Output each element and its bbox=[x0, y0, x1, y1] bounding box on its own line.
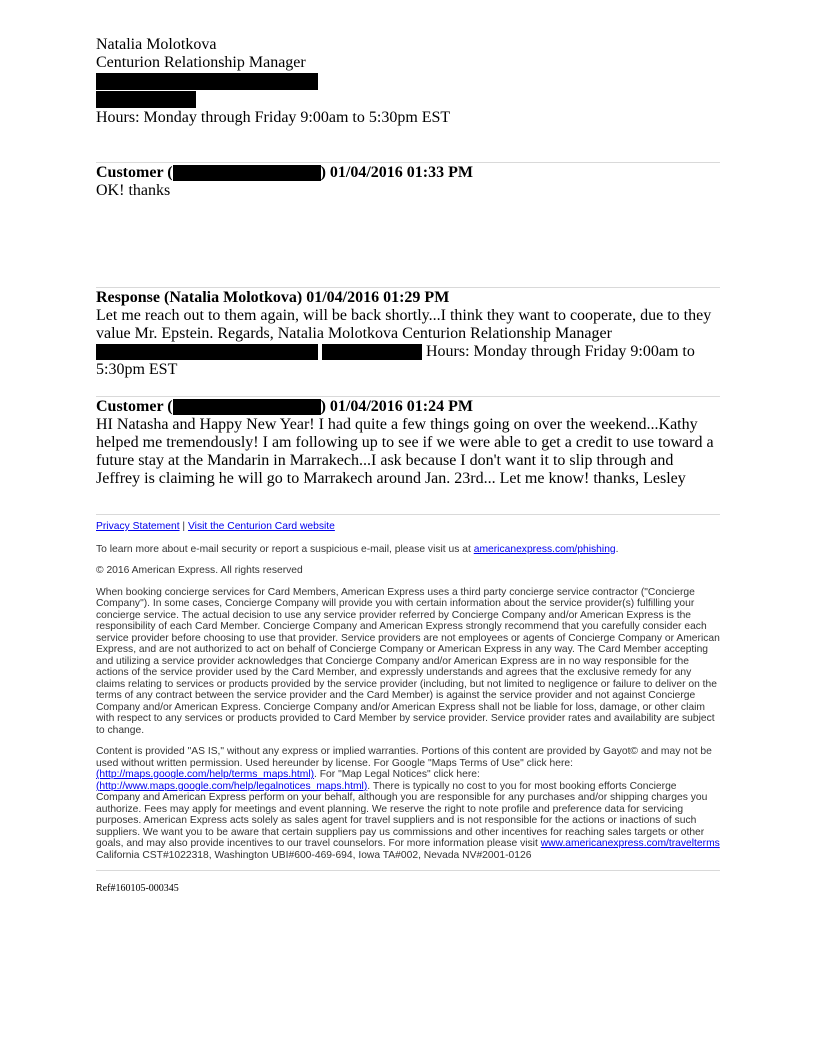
signature-title: Centurion Relationship Manager bbox=[96, 54, 306, 71]
email-footer bbox=[96, 514, 720, 894]
redacted-phone bbox=[96, 73, 318, 90]
signature-hours: Hours: Monday through Friday 9:00am to 5:30pm EST bbox=[96, 109, 451, 126]
privacy-statement-link[interactable]: Privacy Statement bbox=[96, 521, 180, 532]
centurion-card-link[interactable]: Visit the Centurion Card website bbox=[187, 521, 335, 532]
message-timestamp: ) 01/04/2016 01:24 PM bbox=[320, 398, 473, 415]
message-body: OK! thanks bbox=[96, 182, 171, 199]
message-body: Let me reach out to them again, will be back shortly...I think they want to cooperate, due to they value Mr. Epstein. Regards, Natalia Molotkova Centurion Relationship Manager Hours: Monday through Friday 9:00am to 5:30pm EST bbox=[96, 307, 712, 378]
signature-name: Natalia Molotkova bbox=[96, 36, 217, 53]
message-response bbox=[96, 287, 720, 379]
phishing-link[interactable]: americanexpress.com/phishing bbox=[473, 543, 616, 555]
redacted-extension bbox=[322, 344, 422, 360]
redacted-extension bbox=[96, 91, 196, 108]
redacted-phone bbox=[96, 344, 318, 360]
maps-terms-link[interactable]: (http://maps.google.com/help/terms_maps.html) bbox=[96, 769, 315, 780]
message-timestamp: ) 01/04/2016 01:33 PM bbox=[320, 164, 473, 181]
message-customer-2 bbox=[96, 396, 720, 488]
message-separator bbox=[96, 287, 720, 288]
reference-number: Ref#160105-000345 bbox=[96, 883, 179, 894]
message-sender-label: Customer ( bbox=[96, 164, 173, 181]
message-sender-label: Customer ( bbox=[96, 398, 173, 415]
message-header bbox=[96, 398, 720, 416]
redacted-customer-name bbox=[173, 399, 321, 415]
content-disclaimer: Content is provided "AS IS," without any express or implied warranties. Portions of this content are provided by Gayot© and may not be used without written permission. Used hereunder by license. For Google "Maps Terms of Use" click here: (http://maps.google.com/help/terms_maps.html). For "Map Legal Notices" click here: (http://www.maps.google.com/help/legalnotices_maps.html). There is typically no cost to you for most booking efforts Concierge Company and American Express perform on your behalf, although you are responsible for any purchases and/or shipping charges you authorize. Fees may apply for meetings and event planning. We reserve the right to note profile and preference data for servicing purposes. American Express acts solely as sales agent for travel suppliers and is not responsible for the actions or inactions of such suppliers. We want you to be aware that certain suppliers pay us commissions and other incentives for reaching sales targets or other goals, and may also provide incentives to our travel counselors. For more information please visit www.americanexpress.com/travelterms California CST#1022318, Washington UBI#600-469-694, Iowa TA#002, Nevada NV#2001-0126 bbox=[96, 746, 720, 861]
message-customer-1 bbox=[96, 162, 720, 200]
maps-legal-link[interactable]: (http://www.maps.google.com/help/legalnotices_maps.html) bbox=[96, 780, 368, 792]
travelterms-link[interactable]: www.americanexpress.com/travelterms bbox=[540, 838, 720, 849]
copyright: © 2016 American Express. All rights reserved bbox=[96, 565, 303, 576]
concierge-disclaimer: When booking concierge services for Card Members, American Express uses a third party concierge service contractor ("Concierge Company"). In some cases, Concierge Company will provide you with certain information about the service provider(s) fulfilling your concierge service. The actual decision to use any service provider referred by Concierge Company and/or American Express is the responsibility of each Card Member. Concierge Company and American Express strongly recommend that you carefully consider each service provider before choosing to use that provider. Service providers are not employees or agents of Concierge Company or American Express, and are not authorized to act on behalf of Concierge Company or American Express in any way. The Card Member accepting and utilizing a service provider acknowledges that Concierge Company and/or American Express are in no way responsible for the actions of the service provider used by the Card Member, and expressly understands and agrees that the exclusive remedy for any claims relating to services or products provided by the service provider (including, but not limited to negligence or failure to deliver on the terms of any contract between the service provider and the Card Member) is against the service provider and not against Concierge Company and/or American Express. Concierge Company and/or American Express shall not be liable for loss, damage, or other claim with respect to any services or products provided to Card Member by service provider. Service provider rates and availability are subject to change. bbox=[96, 586, 720, 736]
security-notice: To learn more about e-mail security or report a suspicious e-mail, please visit us at americanexpress.com/phishing. bbox=[96, 543, 619, 555]
message-body: HI Natasha and Happy New Year! I had quite a few things going on over the weekend...Kathy helped me tremendously! I am following up to see if we were able to get a credit to use toward a future stay at the Mandarin in Marrakech...I ask because I don't want it to slip through and Jeffrey is claiming he will go to Marrakech around Jan. 23rd... Let me know! thanks, Lesley bbox=[96, 416, 714, 487]
message-separator bbox=[96, 162, 720, 163]
message-header bbox=[96, 164, 720, 182]
message-separator bbox=[96, 396, 720, 397]
footer-bottom-separator bbox=[96, 870, 720, 871]
footer-links: Privacy Statement | Visit the Centurion Card website bbox=[96, 521, 335, 532]
message-header: Response (Natalia Molotkova) 01/04/2016 01:29 PM bbox=[96, 289, 450, 306]
redacted-customer-name bbox=[173, 165, 321, 181]
footer-separator bbox=[96, 514, 720, 515]
